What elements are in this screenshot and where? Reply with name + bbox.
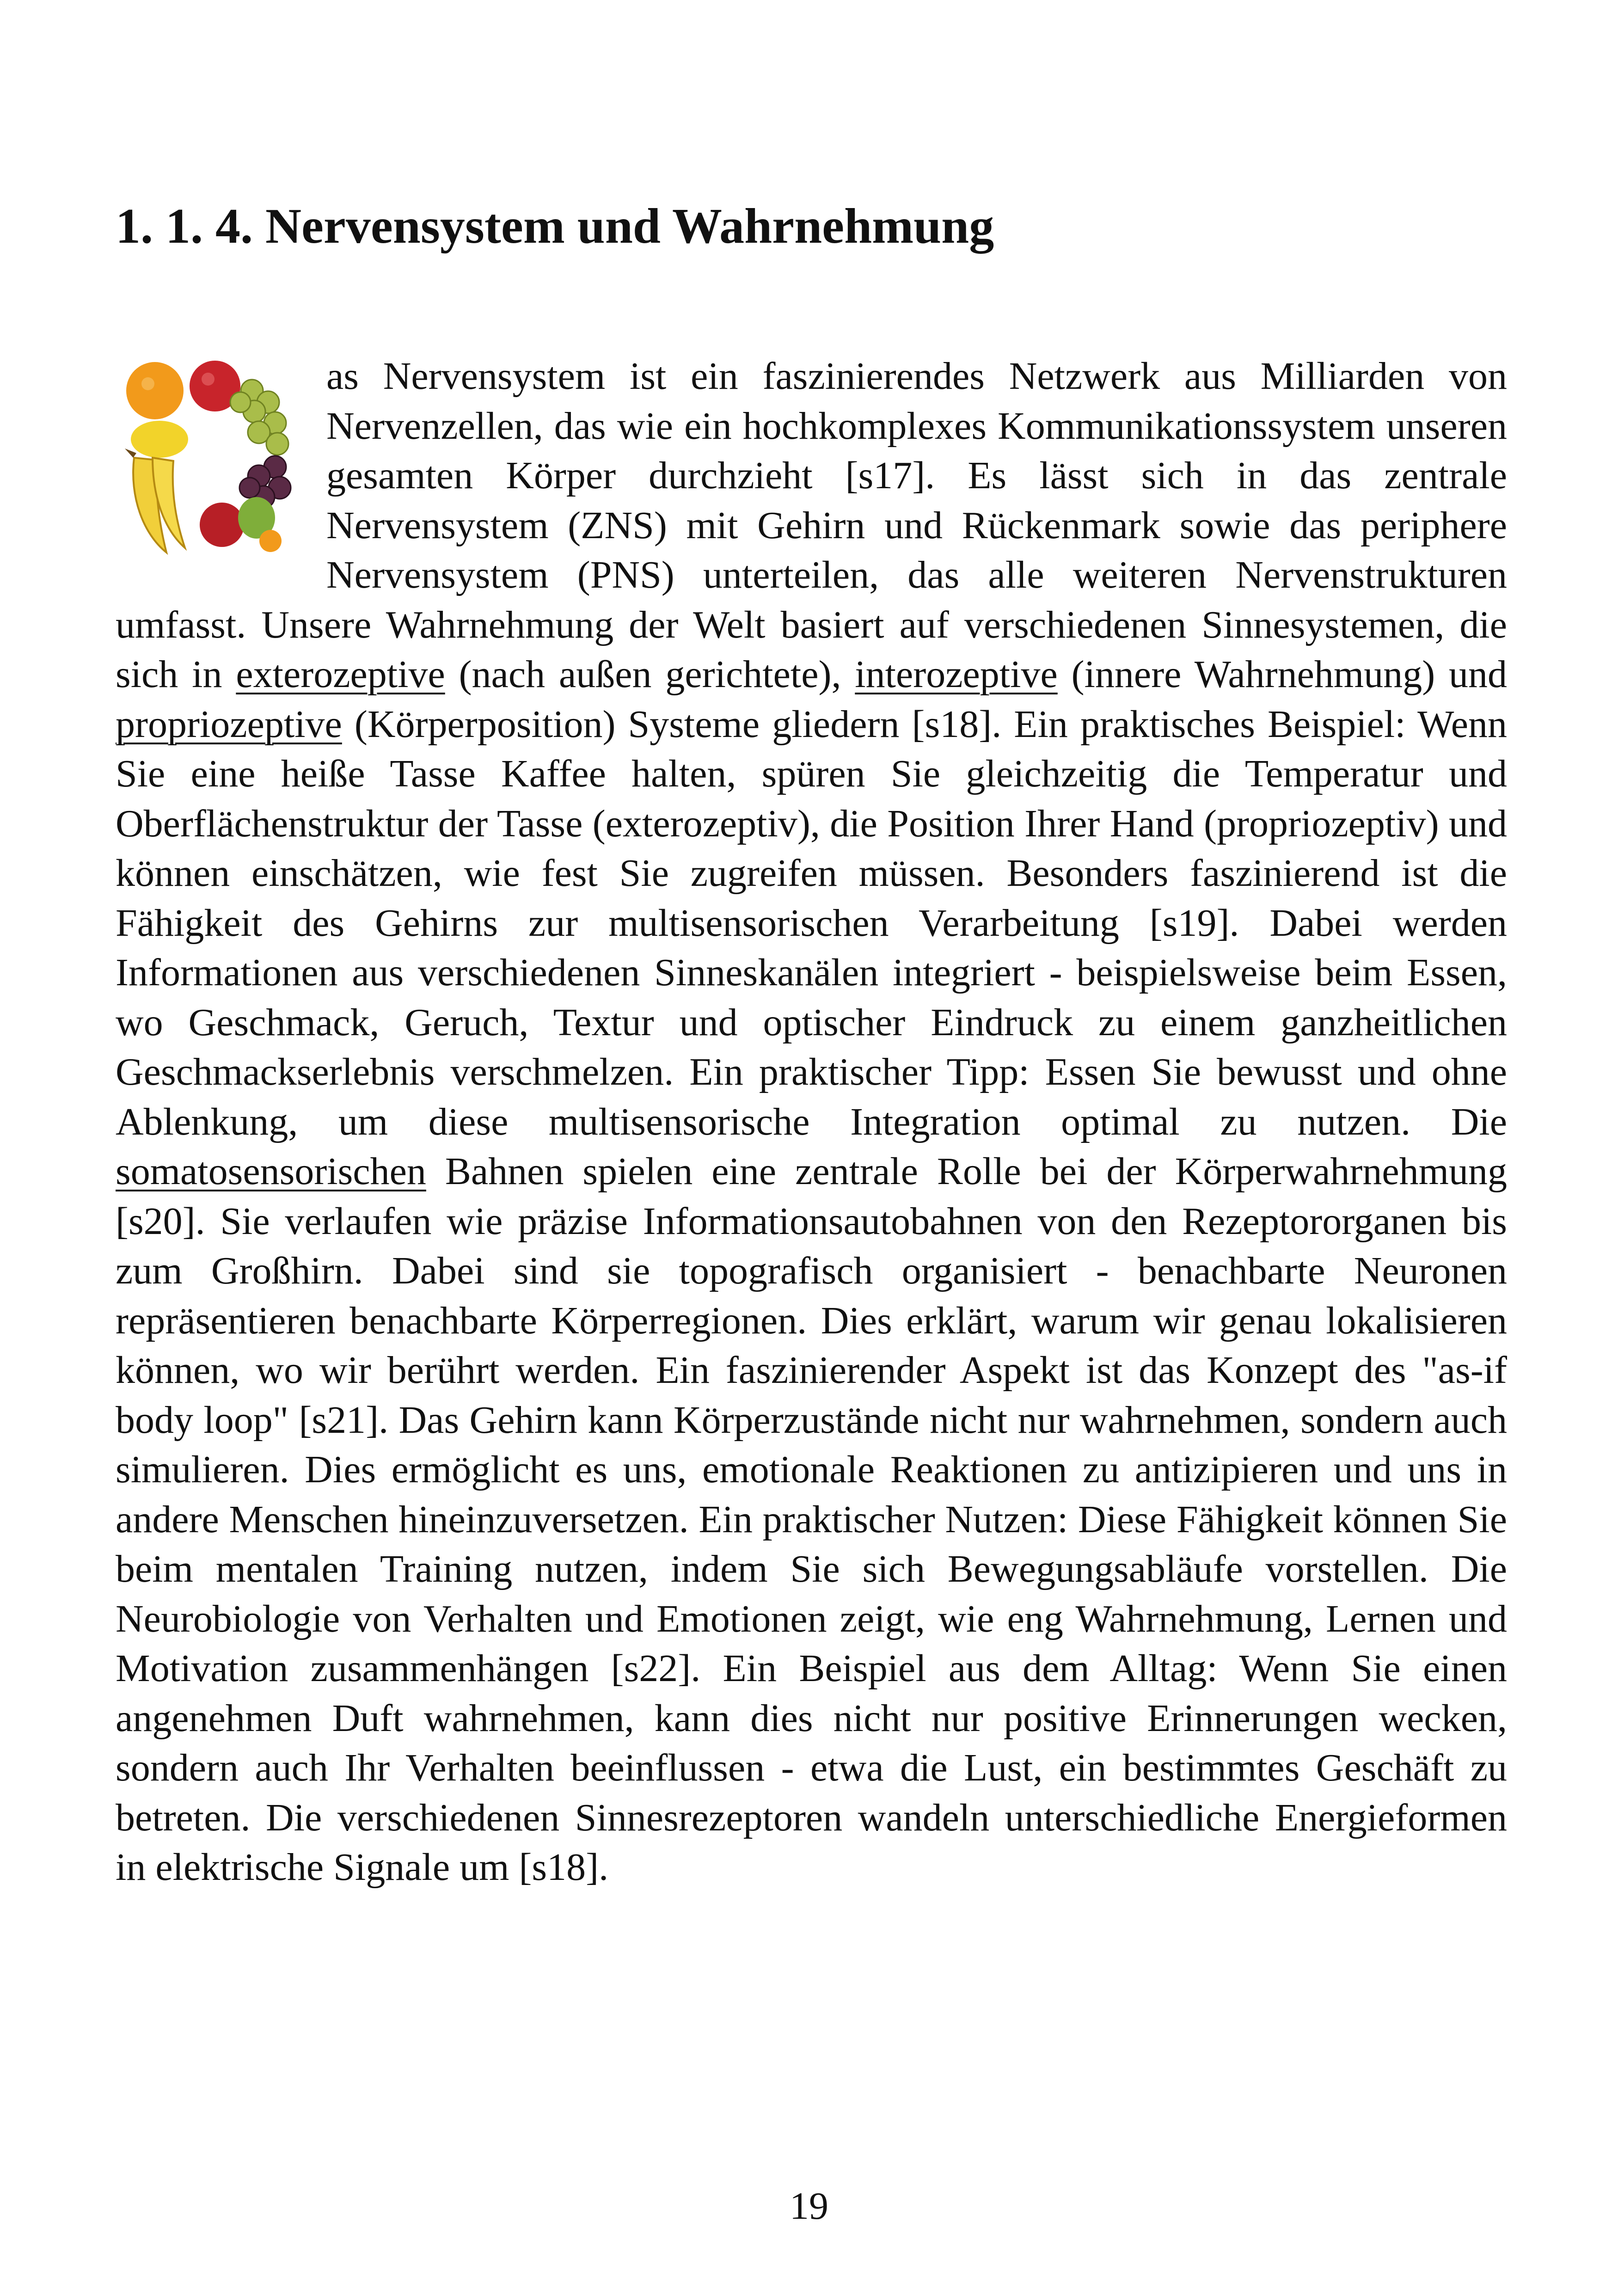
body-paragraph: as Nervensystem ist ein faszinierendes Netzwerk aus Milliarden von Nervenzellen, das wie ein hochkomplexes Kommunikationssystem unseren gesamten Körper durchzieht [s17]. Es lässt sich in das zentrale Nervensystem (ZNS) mit Gehirn und Rückenmark sowie das periphere Nervensystem (PNS) unterteilen, das alle weiteren Nervenstrukturen umfasst. Unsere Wahrnehmung der Welt basiert auf verschiedenen Sinnesystemen, die sich in exterozeptive (nach außen gerichtete), interozeptive (innere Wahrnehmung) und propriozeptive (Körperposition) Systeme gliedern [s18]. Ein praktisches Beispiel: Wenn Sie eine heiße Tasse Kaffee halten, spüren Sie gleichzeitig die Temperatur und Oberflächenstruktur der Tasse (exterozeptiv), die Position Ihrer Hand (propriozeptiv) und können einschätzen, wie fest Sie zugreifen müssen. Besonders faszinierend ist die Fähigkeit des Gehirns zur multisensorischen Verarbeitung [s19]. Dabei werden Informationen aus verschiedenen Sinneskanälen integriert - beispielsweise beim Essen, wo Geschmack, Geruch, Textur und optischer Eindruck zu einem ganzheitlichen Geschmackserlebnis verschmelzen. Ein praktischer Tipp: Essen Sie bewusst und ohne Ablenkung, um diese multisensorische Integration optimal zu nutzen. Die somatosensorischen Bahnen spielen eine zentrale Rolle bei der Körperwahrnehmung [s20]. Sie verlaufen wie präzise Informationsautobahnen von den Rezeptororganen bis zum Großhirn. Dabei sind sie topografisch organisiert - benachbarte Neuronen repräsentieren benachbarte Körperregionen. Dies erklärt, warum wir genau lokalisieren können, wo wir berührt werden. Ein faszinierender Aspekt ist das Konzept des "as-if body loop" [s21]. Das Gehirn kann Körperzustände nicht nur wahrnehmen, sondern auch simulieren. Dies ermöglicht es uns, emotionale Reaktionen zu antizipieren und uns in andere Menschen hineinzuversetzen. Ein praktischer Nutzen: Diese Fähigkeit können Sie beim mentalen Training nutzen, indem Sie sich Bewegungsabläufe vorstellen. Die Neurobiologie von Verhalten und Emotionen zeigt, wie eng Wahrnehmung, Lernen und Motivation zusammenhängen [s22]. Ein Beispiel aus dem Alltag: Wenn Sie einen angenehmen Duft wahrnehmen, kann dies nicht nur positive Erinnerungen wecken, sondern auch Ihr Verhalten beeinflussen - etwa die Lust, ein bestimmtes Geschäft zu betreten. Die verschiedenen Sinnesrezeptoren wandeln unterschiedliche Energieformen in elektrische Signale um [s18]. <box>116 355 1508 1889</box>
page-number: 19 <box>790 2185 828 2228</box>
term-exterozeptive: exterozeptive <box>236 653 445 696</box>
term-interozeptive: interozeptive <box>855 653 1058 696</box>
term-somatosensorischen: somatosensorischen <box>116 1150 426 1193</box>
section-heading: 1. 1. 4. Nervensystem und Wahrnehmung <box>116 199 994 254</box>
term-propriozeptive: propriozeptive <box>116 702 342 746</box>
fruit-letter-d-icon <box>116 358 310 566</box>
